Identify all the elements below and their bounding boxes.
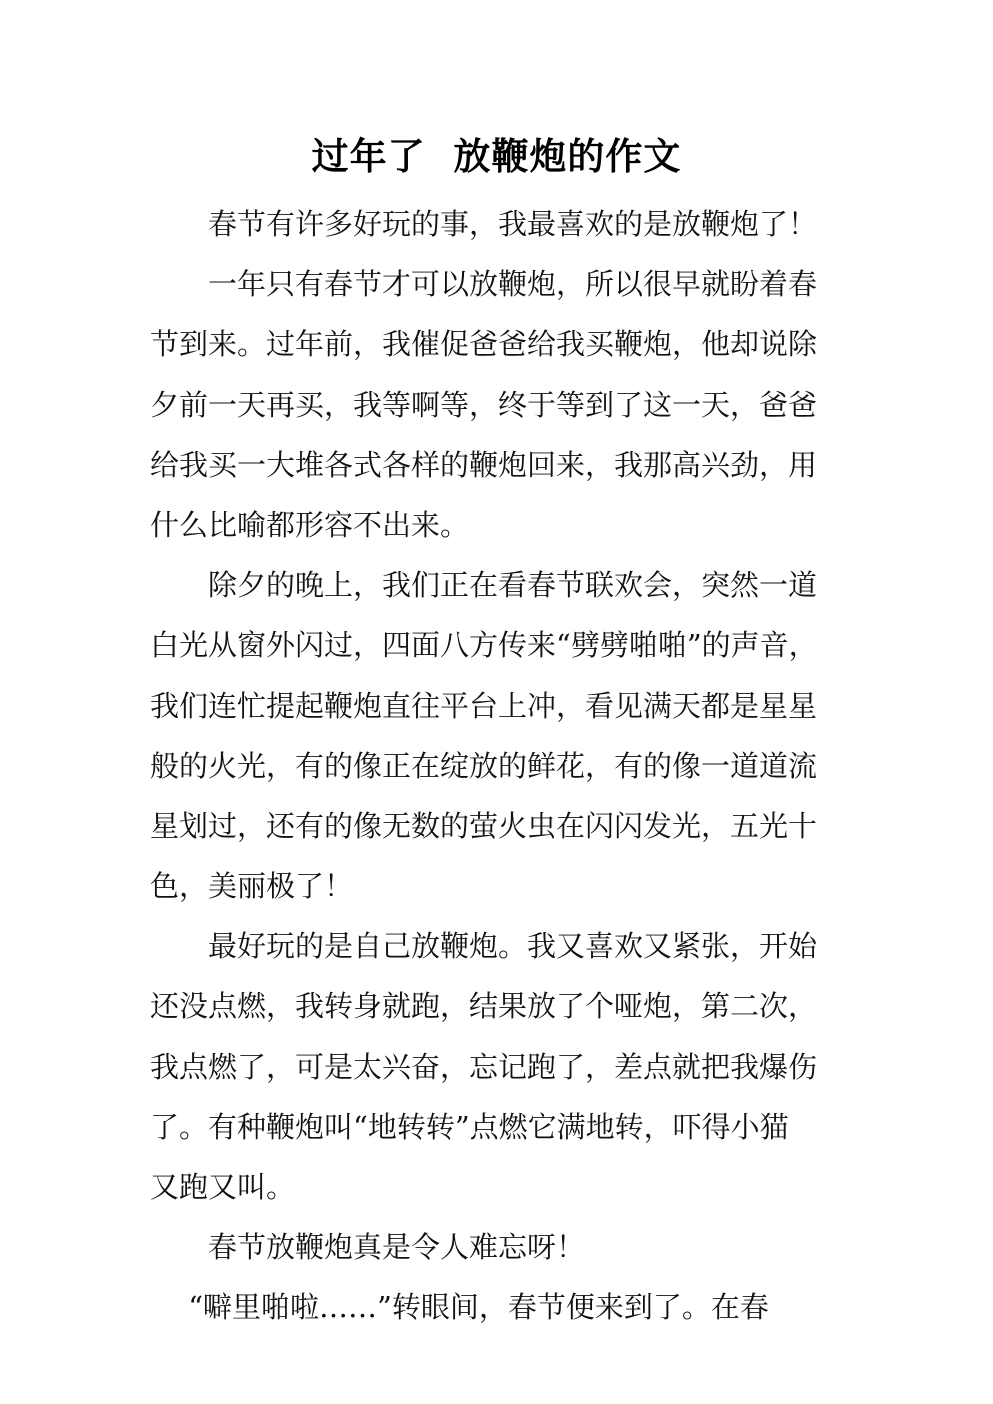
body-line: 最好玩的是自己放鞭炮。我又喜欢又紧张，开始 [150,929,818,964]
body-line: 星划过，还有的像无数的萤火虫在闪闪发光，五光十 [150,808,818,843]
document-body [150,194,850,1338]
body-line: 春节有许多好玩的事，我最喜欢的是放鞭炮了！ [150,207,818,241]
body-line: 一年只有春节才可以放鞭炮，所以很早就盼着春 [150,267,818,302]
body-line: 我点燃了，可是太兴奋，忘记跑了，差点就把我爆伤 [150,1049,818,1084]
body-line: 什么比喻都形容不出来。 [150,507,470,542]
body-line: 给我买一大堆各式各样的鞭炮回来，我那高兴劲，用 [150,447,818,482]
document-title: 过年了 放鞭炮的作文 [311,135,682,178]
body-line: 白光从窗外闪过，四面八方传来“劈劈啪啪”的声音， [150,628,818,663]
body-line: 节到来。过年前，我催促爸爸给我买鞭炮，他却说除 [150,327,818,362]
body-line: 除夕的晚上，我们正在看春节联欢会，突然一道 [150,568,818,603]
body-line: 夕前一天再买，我等啊等，终于等到了这一天，爸爸 [150,387,818,422]
body-line: 我们连忙提起鞭炮直往平台上冲，看见满天都是星星 [150,688,818,723]
body-line: 还没点燃，我转身就跑，结果放了个哑炮，第二次， [150,989,818,1024]
body-line: 般的火光，有的像正在绽放的鲜花，有的像一道道流 [150,748,818,783]
body-line: “噼里啪啦……”转眼间，春节便来到了。在春 [150,1290,769,1325]
body-line: 了。有种鞭炮叫“地转转”点燃它满地转，吓得小猫 [150,1109,789,1144]
body-line: 又跑又叫。 [150,1170,296,1204]
body-line: 春节放鞭炮真是令人难忘呀！ [150,1230,586,1265]
body-line: 色，美丽极了！ [150,869,354,904]
